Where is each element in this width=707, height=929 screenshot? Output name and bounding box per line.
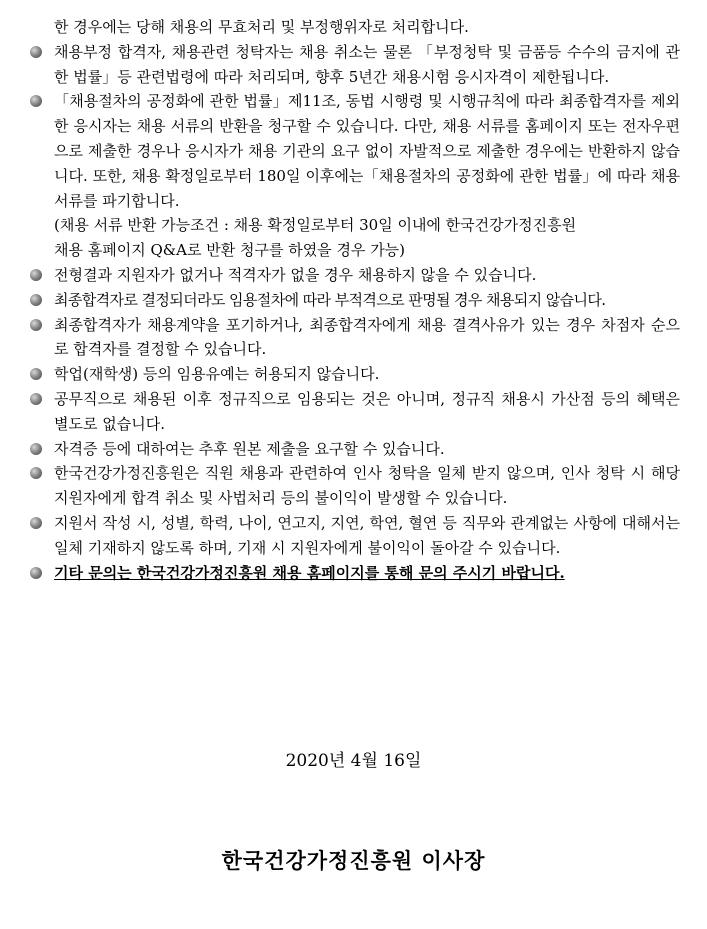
bullet-icon [30, 443, 42, 455]
list-item [30, 362, 680, 387]
list-item-text: 한국건강가정진흥원은 직원 채용과 관련하여 인사 청탁을 일체 받지 않으며, 인사 청탁 시 해당 지원자에게 합격 취소 및 사법처리 등의 불이익이 발생할 수 있습니다. [54, 464, 680, 508]
bullet-icon [30, 46, 42, 58]
list-item-text: 채용부정 합격자, 채용관련 청탁자는 채용 취소는 물론 「부정청탁 및 금품등 수수의 금지에 관한 법률」등 관련법령에 따라 처리되며, 향후 5년간 채용시험 응시자격이 제한됩니다. [54, 42, 680, 86]
bullet-icon [30, 319, 42, 331]
list-item-text: 최종합격자로 결정되더라도 임용절차에 따라 부적격으로 판명될 경우 채용되지 않습니다. [54, 290, 606, 309]
list-item-text: 최종합격자가 채용계약을 포기하거나, 최종합격자에게 채용 결격사유가 있는 경우 차점자 순으로 합격자를 결정할 수 있습니다. [54, 315, 680, 359]
continued-line: 한 경우에는 당해 채용의 무효처리 및 부정행위자로 처리합니다. [54, 18, 469, 36]
list-item [30, 437, 680, 462]
list-item-text: 자격증 등에 대하여는 추후 원본 제출을 요구할 수 있습니다. [54, 439, 445, 458]
bullet-icon [30, 567, 42, 579]
return-condition-note-1: (채용 서류 반환 가능조건 : 채용 확정일로부터 30일 이내에 한국건강가정진흥원 [54, 216, 577, 235]
list-item-text: 전형결과 지원자가 없거나 적격자가 없을 경우 채용하지 않을 수 있습니다. [54, 265, 537, 284]
return-condition-note-2: 채용 홈페이지 Q&A로 반환 청구를 하였을 경우 가능) [54, 241, 406, 260]
list-item [30, 288, 680, 313]
bullet-icon [30, 95, 42, 107]
issue-date: 2020년 4월 16일 [285, 751, 422, 771]
list-item-contact [30, 561, 680, 586]
list-item-text: 공무직으로 채용된 이후 정규직으로 임용되는 것은 아니며, 정규직 채용시 가산점 등의 혜택은 별도로 없습니다. [54, 389, 680, 433]
list-item-text: 지원서 작성 시, 성별, 학력, 나이, 연고지, 지연, 학연, 혈연 등 직무와 관계없는 사항에 대해서는 일체 기재하지 않도록 하며, 기재 시 지원자에게 불이익이 돌아갈 수 있습니다. [54, 513, 680, 557]
list-item [30, 511, 680, 561]
list-item [30, 89, 680, 213]
list-item [30, 263, 680, 288]
bullet-icon [30, 368, 42, 380]
list-item-text: 「채용절차의 공정화에 관한 법률」제11조, 동법 시행령 및 시행규칙에 따라 최종합격자를 제외한 응시자는 채용 서류의 반환을 청구할 수 있습니다. 다만, 채용 서류를 홈페이지 또는 전자우편으로 제출한 경우나 응시자가 채용 기관의 요구 없이 자발적으로 제출한 경우에는 반환하지 않습니다. 또한, 채용 확정일로부터 180일 이후에는「채용절차의 공정화에 관한 법률」에 따라 채용 서류를 파기합니다. [54, 92, 680, 210]
list-item [30, 40, 680, 90]
notice-list [30, 15, 680, 585]
bullet-icon [30, 269, 42, 281]
bullet-icon [30, 517, 42, 529]
bullet-icon [30, 467, 42, 479]
list-item [30, 313, 680, 363]
signer-title: 한국건강가정진흥원 이사장 [221, 848, 486, 873]
bullet-icon [30, 393, 42, 405]
list-item-text: 학업(재학생) 등의 임용유예는 허용되지 않습니다. [54, 365, 380, 384]
list-item [30, 461, 680, 511]
list-item [30, 387, 680, 437]
bullet-icon [30, 294, 42, 306]
contact-notice-text: 기타 문의는 한국건강가정진흥원 채용 홈페이지를 통해 문의 주시기 바랍니다. [54, 563, 565, 582]
